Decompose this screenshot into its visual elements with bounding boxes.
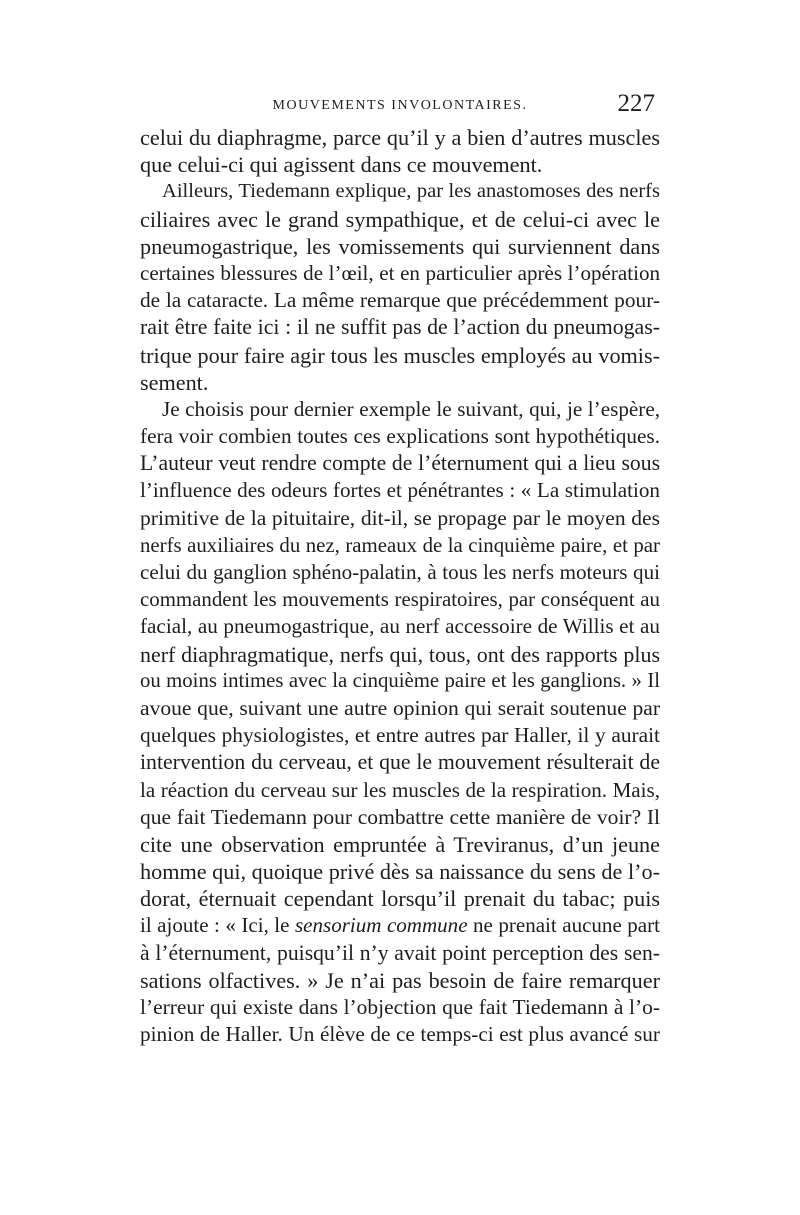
text-line: celui du ganglion sphéno-palatin, à tous les nerfs moteurs qui — [140, 560, 660, 584]
text-line: la réaction du cerveau sur les muscles de la respiration. Mais, — [140, 777, 660, 802]
text-line: sations olfactives. » Je n’ai pas besoin de faire remarquer — [140, 967, 660, 993]
text-line: à l’éternument, puisqu’il n’y avait point perception des sen- — [140, 940, 660, 965]
italic-term: sensorium commune — [294, 913, 468, 938]
text-line: facial, au pneumogastrique, au nerf accessoire de Willis et au — [140, 614, 660, 639]
text-line: fera voir combien toutes ces explications sont hypothétiques. — [140, 424, 660, 449]
text-line: trique pour faire agir tous les muscles employés au vomis- — [140, 342, 660, 368]
text-line: l’erreur qui existe dans l’objection que fait Tiedemann à l’o- — [140, 995, 660, 1019]
text-line: Je choisis pour dernier exemple le suivant, qui, je l’espère, — [162, 396, 660, 421]
text-line: nerf diaphragmatique, nerfs qui, tous, ont des rapports plus — [140, 641, 660, 667]
text-line: intervention du cerveau, et que le mouvement résulterait de — [140, 750, 660, 775]
text-line: commandent les mouvements respiratoires, par conséquent au — [140, 587, 660, 612]
text-segment: ne prenait aucune part — [467, 913, 660, 938]
text-line — [140, 912, 660, 939]
text-segment: il ajoute : « Ici, le — [140, 913, 295, 938]
text-line: nerfs auxiliaires du nez, rameaux de la cinquième paire, et par — [140, 532, 660, 557]
text-line: ou moins intimes avec la cinquième paire et les ganglions. » Il — [140, 669, 660, 692]
text-line: Ailleurs, Tiedemann explique, par les anastomoses des nerfs — [162, 180, 660, 203]
text-line: quelques physiologistes, et entre autres par Haller, il y aurait — [140, 723, 660, 748]
text-line: avoue que, suivant une autre opinion qui serait soutenue par — [140, 695, 660, 720]
text-line: ciliaires avec le grand sympathique, et de celui-ci avec le — [140, 206, 660, 232]
text-line: cite une observation empruntée à Treviranus, d’un jeune — [140, 831, 660, 857]
text-line: L’auteur veut rendre compte de l’éternument qui a lieu sous — [140, 451, 660, 476]
text-line: de la cataracte. La même remarque que précédemment pour- — [140, 288, 660, 313]
text-line: celui du diaphragme, parce qu’il y a bien d’autres muscles — [140, 125, 660, 150]
text-line: pneumogastrique, les vomissements qui surviennent dans — [140, 233, 660, 259]
text-line: pinion de Haller. Un élève de ce temps-ci est plus avancé sur — [140, 1022, 660, 1047]
body-text — [140, 124, 660, 1048]
text-line: homme qui, quoique privé dès sa naissance du sens de l’o- — [140, 859, 660, 885]
text-line: que fait Tiedemann pour combattre cette manière de voir? Il — [140, 804, 660, 829]
text-line: sement. — [140, 369, 209, 395]
text-line: dorat, éternuait cependant lorsqu’il prenait du tabac; puis — [140, 886, 660, 912]
text-line: primitive de la pituitaire, dit-il, se propage par le moyen des — [140, 505, 660, 530]
text-line: certaines blessures de l’œil, et en particulier après l’opération — [140, 260, 660, 285]
text-line: que celui-ci qui agissent dans ce mouvement. — [140, 152, 543, 178]
page-number: 227 — [617, 90, 655, 117]
running-title: MOUVEMENTS INVOLONTAIRES. — [272, 98, 528, 113]
text-line: l’influence des odeurs fortes et pénétrantes : « La stimulation — [140, 478, 660, 503]
text-line: rait être faite ici : il ne suffit pas de l’action du pneumogas- — [140, 315, 660, 340]
running-head — [140, 90, 660, 120]
